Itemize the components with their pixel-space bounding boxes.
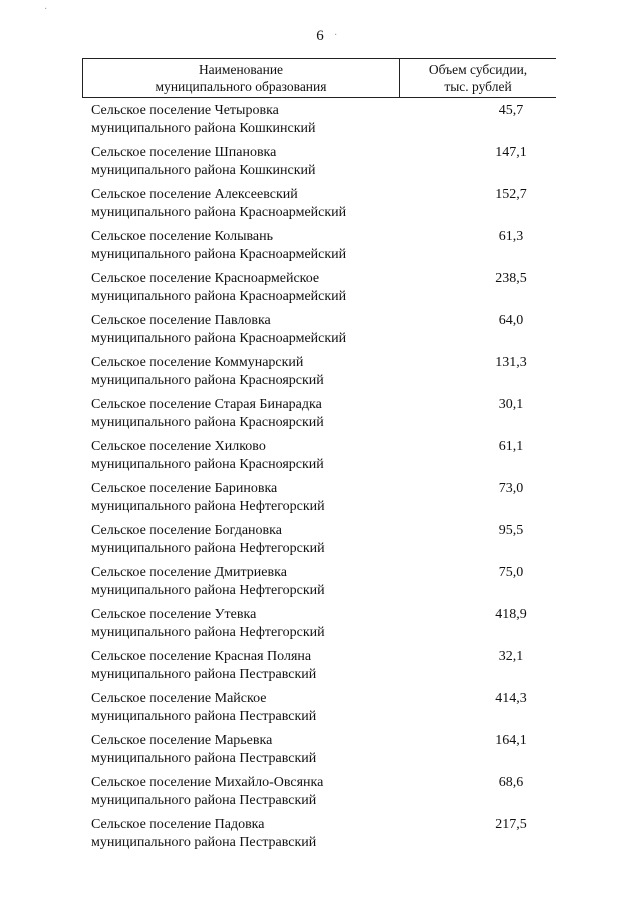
- municipality-name-line2: муниципального района Красноармейский: [91, 331, 347, 346]
- subsidy-amount: 73,0: [498, 481, 524, 496]
- municipality-name-line1: Сельское поселение Дмитриевка: [91, 565, 287, 580]
- municipality-name: [91, 480, 461, 522]
- municipality-name-line1: Сельское поселение Утевка: [91, 607, 257, 622]
- municipality-name-line2: муниципального района Пестравский: [91, 667, 317, 682]
- table-row: [91, 102, 551, 144]
- municipality-name-line2: муниципального района Красноармейский: [91, 205, 347, 220]
- municipality-name-line2: муниципального района Кошкинский: [91, 163, 316, 178]
- table-row: [91, 774, 551, 816]
- municipality-name-line2: муниципального района Пестравский: [91, 835, 317, 850]
- table-row: [91, 480, 551, 522]
- municipality-name-line1: Сельское поселение Михайло-Овсянка: [91, 775, 324, 790]
- subsidy-amount: 75,0: [498, 565, 524, 580]
- municipality-name: [91, 144, 461, 186]
- subsidy-amount: 152,7: [495, 187, 527, 202]
- municipality-name: [91, 354, 461, 396]
- subsidy-amount: 147,1: [495, 145, 527, 160]
- municipality-name-line1: Сельское поселение Падовка: [91, 817, 265, 832]
- table-row: [91, 606, 551, 648]
- table-row: [91, 228, 551, 270]
- municipality-name-line2: муниципального района Красноярский: [91, 457, 324, 472]
- municipality-name: [91, 690, 461, 732]
- table-row: [91, 354, 551, 396]
- table-row: [91, 522, 551, 564]
- municipality-name-line2: муниципального района Пестравский: [91, 751, 317, 766]
- table-row: [91, 312, 551, 354]
- municipality-name-line1: Сельское поселение Шпановка: [91, 145, 277, 160]
- subsidy-amount: 61,3: [498, 229, 524, 244]
- table-row: [91, 396, 551, 438]
- municipality-name-line1: Сельское поселение Колывань: [91, 229, 273, 244]
- table-row: [91, 438, 551, 480]
- municipality-name: [91, 648, 461, 690]
- subsidy-amount: 414,3: [495, 691, 527, 706]
- municipality-name: [91, 186, 461, 228]
- municipality-name-line1: Сельское поселение Бариновка: [91, 481, 278, 496]
- column-header-name: [82, 59, 399, 97]
- municipality-name: [91, 816, 461, 858]
- table-row: [91, 270, 551, 312]
- table-row: [91, 648, 551, 690]
- municipality-name-line2: муниципального района Нефтегорский: [91, 583, 325, 598]
- municipality-name: [91, 522, 461, 564]
- municipality-name: [91, 228, 461, 270]
- subsidy-amount: 68,6: [498, 775, 524, 790]
- municipality-name-line2: муниципального района Нефтегорский: [91, 499, 325, 514]
- table-row: [91, 732, 551, 774]
- municipality-name-line2: муниципального района Пестравский: [91, 793, 317, 808]
- table-row: [91, 144, 551, 186]
- municipality-name-line2: муниципального района Нефтегорский: [91, 541, 325, 556]
- table-row: [91, 816, 551, 858]
- scan-speck: ·: [44, 4, 48, 15]
- municipality-name: [91, 564, 461, 606]
- subsidy-amount: 95,5: [498, 523, 524, 538]
- municipality-name-line1: Сельское поселение Коммунарский: [91, 355, 304, 370]
- column-header-name-line2: муниципального образования: [155, 79, 327, 94]
- municipality-name-line2: муниципального района Красноармейский: [91, 247, 347, 262]
- municipality-name-line1: Сельское поселение Хилково: [91, 439, 266, 454]
- municipality-name-line1: Сельское поселение Марьевка: [91, 733, 273, 748]
- municipality-name-line2: муниципального района Нефтегорский: [91, 625, 325, 640]
- subsidy-amount: 164,1: [495, 733, 527, 748]
- subsidy-amount: 45,7: [498, 103, 524, 118]
- table-row: [91, 564, 551, 606]
- municipality-name-line2: муниципального района Красноярский: [91, 415, 324, 430]
- column-header-amount-line2: тыс. рублей: [444, 79, 512, 94]
- municipality-name: [91, 396, 461, 438]
- municipality-name: [91, 102, 461, 144]
- column-header-amount-line1: Объем субсидии,: [428, 62, 528, 77]
- municipality-name-line1: Сельское поселение Богдановка: [91, 523, 282, 538]
- municipality-name-line1: Сельское поселение Четыровка: [91, 103, 279, 118]
- table-body: [91, 102, 551, 858]
- subsidy-amount: 30,1: [498, 397, 524, 412]
- municipality-name: [91, 606, 461, 648]
- municipality-name-line1: Сельское поселение Павловка: [91, 313, 271, 328]
- municipality-name-line1: Сельское поселение Старая Бинарадка: [91, 397, 322, 412]
- subsidy-amount: 217,5: [495, 817, 527, 832]
- table-header: [82, 58, 556, 98]
- subsidy-amount: 238,5: [495, 271, 527, 286]
- municipality-name-line1: Сельское поселение Алексеевский: [91, 187, 298, 202]
- municipality-name-line2: муниципального района Кошкинский: [91, 121, 316, 136]
- subsidy-amount: 61,1: [498, 439, 524, 454]
- municipality-name-line1: Сельское поселение Красная Поляна: [91, 649, 312, 664]
- municipality-name-line2: муниципального района Красноярский: [91, 373, 324, 388]
- municipality-name-line1: Сельское поселение Майское: [91, 691, 267, 706]
- municipality-name: [91, 732, 461, 774]
- page-number: 6: [316, 28, 324, 44]
- municipality-name-line2: муниципального района Пестравский: [91, 709, 317, 724]
- scan-speck: ·: [334, 30, 338, 41]
- subsidy-amount: 418,9: [495, 607, 527, 622]
- municipality-name-line1: Сельское поселение Красноармейское: [91, 271, 320, 286]
- column-header-amount: [399, 59, 556, 97]
- municipality-name-line2: муниципального района Красноармейский: [91, 289, 347, 304]
- municipality-name: [91, 270, 461, 312]
- subsidy-amount: 131,3: [495, 355, 527, 370]
- table-row: [91, 186, 551, 228]
- column-header-name-line1: Наименование: [198, 62, 284, 77]
- table-row: [91, 690, 551, 732]
- municipality-name: [91, 312, 461, 354]
- municipality-name: [91, 774, 461, 816]
- subsidy-amount: 32,1: [498, 649, 524, 664]
- municipality-name: [91, 438, 461, 480]
- subsidy-amount: 64,0: [498, 313, 524, 328]
